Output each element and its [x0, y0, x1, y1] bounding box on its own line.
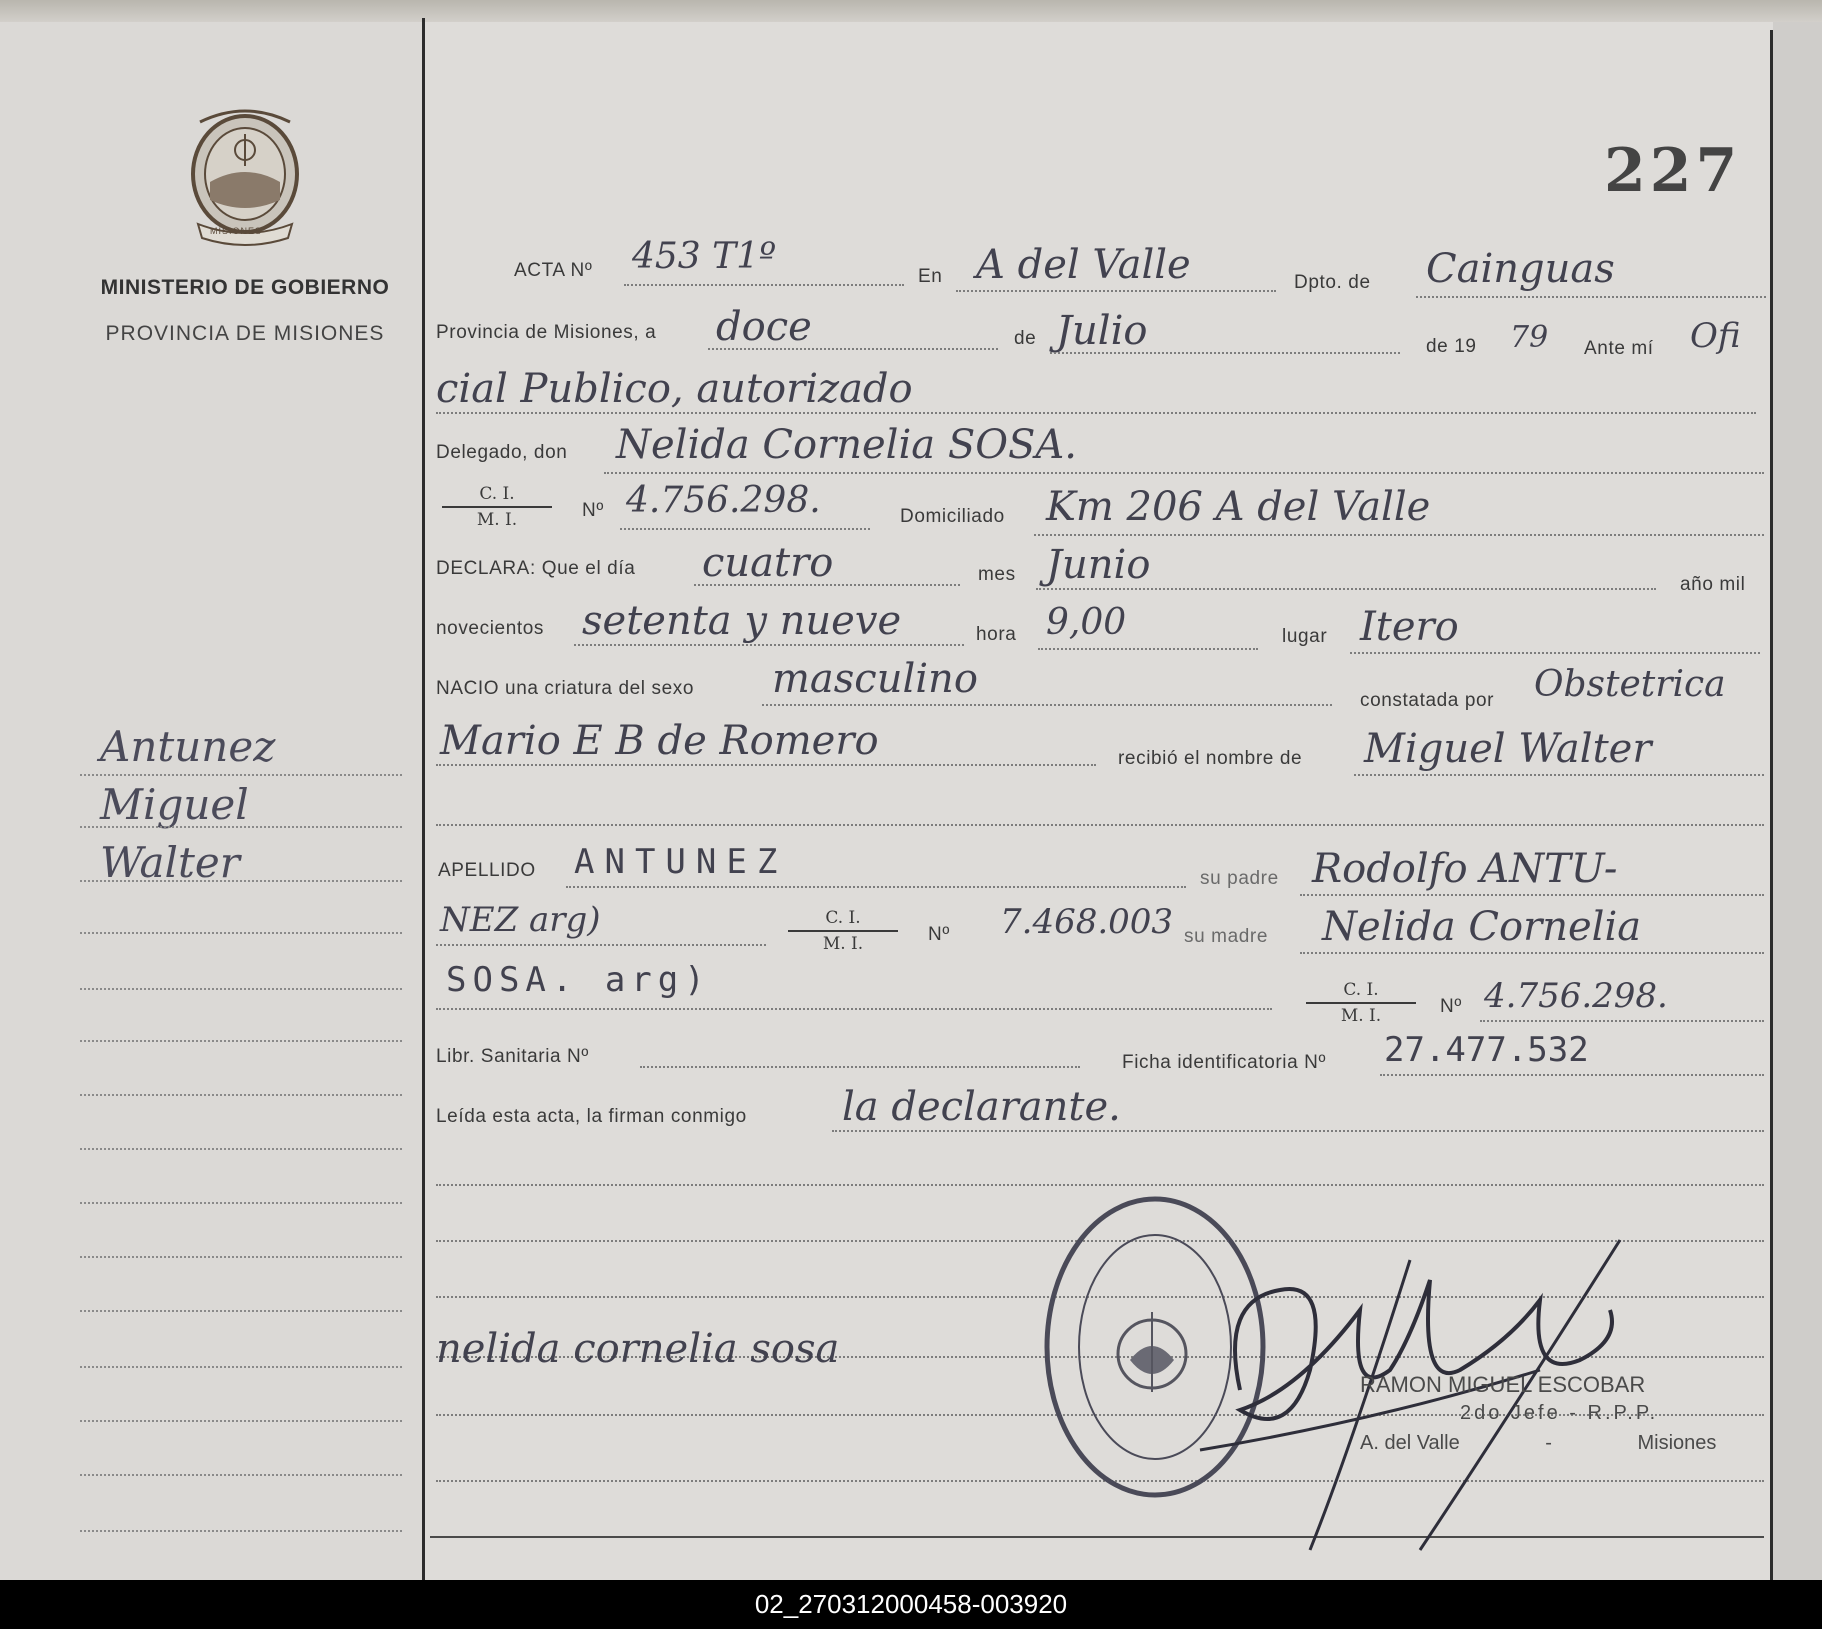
label-delegado: Delegado, don: [436, 442, 568, 463]
sidebar-line: [80, 932, 402, 934]
sidebar-line: [80, 826, 402, 828]
label-su-madre: su madre: [1184, 926, 1269, 947]
official-province: Misiones: [1637, 1432, 1717, 1454]
field-line: [762, 704, 1332, 706]
field-line: [436, 412, 1756, 414]
label-apellido: APELLIDO: [438, 860, 536, 881]
sidebar-line: [80, 988, 402, 990]
label-su-padre: su padre: [1200, 868, 1279, 889]
field-line: [640, 1066, 1080, 1068]
sidebar-line: [80, 1256, 402, 1258]
value-delegate-name: Nelida Cornelia SOSA.: [616, 422, 1078, 468]
label-en: En: [918, 266, 943, 287]
sidebar-line: [80, 1094, 402, 1096]
field-line: [620, 528, 870, 530]
label-dpto: Dpto. de: [1294, 272, 1371, 293]
label-acta: ACTA Nº: [514, 260, 593, 281]
value-mother-name-cont: SOSA. arg): [446, 960, 711, 1000]
label-constatada: constatada por: [1360, 690, 1495, 711]
label-leida: Leída esta acta, la firman conmigo: [436, 1106, 747, 1127]
sidebar-line: [80, 1310, 402, 1312]
label-ante-mi: Ante mí: [1584, 338, 1654, 359]
field-line: [1036, 588, 1656, 590]
value-acta-number: 453 T1º: [632, 236, 776, 277]
field-line: [694, 584, 960, 586]
mother-signature: nelida cornelia sosa: [436, 1326, 840, 1372]
sidebar-line: [80, 1148, 402, 1150]
ci-label: C. I.: [1306, 980, 1416, 1004]
value-locality: A del Valle: [976, 242, 1191, 288]
label-libr-sanitaria: Libr. Sanitaria Nº: [436, 1046, 589, 1067]
label-recibio: recibió el nombre de: [1118, 748, 1303, 769]
value-midwife-name: Mario E B de Romero: [440, 718, 879, 764]
sidebar-line: [80, 1366, 402, 1368]
official-role: 2do Jefe - R.P.P.: [1460, 1402, 1659, 1424]
value-birth-day: cuatro: [702, 540, 834, 586]
value-official-title: cial Publico, autorizado: [436, 366, 913, 412]
emblem-text: MISIONES: [210, 226, 263, 236]
sidebar-line: [80, 1202, 402, 1204]
field-line: [708, 348, 998, 350]
field-line: [956, 290, 1276, 292]
value-place: Itero: [1360, 604, 1459, 650]
value-birth-month: Junio: [1046, 542, 1151, 588]
field-line: [1350, 652, 1760, 654]
margin-rule: [422, 18, 425, 1580]
label-ano-mil: año mil: [1680, 574, 1746, 595]
field-line: [1300, 894, 1764, 896]
field-line: [1354, 774, 1764, 776]
value-mother-ci: 4.756.298.: [1484, 976, 1668, 1016]
value-sex: masculino: [772, 656, 978, 702]
label-number: Nº: [582, 500, 604, 521]
value-delegate-ci: 4.756.298.: [626, 480, 821, 521]
value-day: doce: [716, 304, 812, 350]
value-ficha: 27.477.532: [1384, 1030, 1589, 1070]
value-ante-mi: Ofi: [1690, 316, 1741, 356]
label-novecientos: novecientos: [436, 618, 545, 639]
field-line: [624, 284, 904, 286]
sidebar-line: [80, 1420, 402, 1422]
label-number: Nº: [928, 924, 950, 945]
sidebar-note-surname: Antunez: [100, 722, 276, 771]
field-line: [436, 1184, 1764, 1186]
field-line: [1034, 534, 1764, 536]
label-provincia: Provincia de Misiones, a: [436, 322, 657, 343]
value-father-name-cont: NEZ arg): [440, 900, 601, 940]
caption-bar: [0, 1580, 1822, 1629]
ministry-title: MINISTERIO DE GOBIERNO: [100, 276, 390, 299]
value-signers: la declarante.: [842, 1084, 1121, 1130]
value-given-name: Miguel Walter: [1364, 726, 1652, 772]
label-de: de: [1014, 328, 1037, 349]
ci-mi-fraction: [442, 484, 552, 530]
field-line: [436, 824, 1764, 826]
image-caption: 02_270312000458-003920: [754, 1589, 1068, 1619]
mi-label: M. I.: [822, 934, 864, 954]
ci-label: C. I.: [442, 484, 552, 508]
mi-label: M. I.: [476, 510, 518, 530]
field-line: [436, 1008, 1272, 1010]
field-line: [1038, 648, 1258, 650]
field-line: [1050, 352, 1400, 354]
father-ci-mi-fraction: [788, 908, 898, 954]
value-verified-by: Obstetrica: [1534, 664, 1726, 705]
official-location: [1360, 1432, 1716, 1455]
sidebar-line: [80, 1474, 402, 1476]
field-line: [436, 764, 1096, 766]
sidebar-line: [80, 1040, 402, 1042]
value-address: Km 206 A del Valle: [1046, 484, 1431, 530]
label-nacio: NACIO una criatura del sexo: [436, 678, 695, 699]
value-mother-name: Nelida Cornelia: [1322, 904, 1642, 950]
field-line: [604, 472, 1764, 474]
label-lugar: lugar: [1282, 626, 1328, 647]
field-line: [1480, 1020, 1764, 1022]
label-declara: DECLARA: Que el día: [436, 558, 636, 579]
value-surname: ANTUNEZ: [574, 842, 788, 882]
mi-label: M. I.: [1340, 1006, 1382, 1026]
official-separator: -: [1545, 1432, 1552, 1454]
value-year: 79: [1510, 320, 1549, 355]
value-father-ci: 7.468.003: [1000, 902, 1174, 942]
sidebar-line: [80, 774, 402, 776]
value-department: Cainguas: [1426, 246, 1615, 292]
label-year: de 19: [1426, 336, 1477, 357]
sidebar-note-first-name: Miguel: [100, 780, 249, 829]
field-line: [832, 1130, 1764, 1132]
label-domiciliado: Domiciliado: [900, 506, 1005, 527]
sidebar-line: [80, 1530, 402, 1532]
value-month: Julio: [1056, 308, 1148, 354]
official-place: A. del Valle: [1360, 1432, 1460, 1454]
field-line: [566, 886, 1186, 888]
field-line: [1416, 296, 1766, 298]
sidebar-note-second-name: Walter: [100, 838, 240, 887]
value-hour: 9,00: [1046, 602, 1127, 643]
field-line: [574, 644, 964, 646]
label-hora: hora: [976, 624, 1017, 645]
value-father-name: Rodolfo ANTU-: [1312, 846, 1618, 892]
ci-label: C. I.: [788, 908, 898, 932]
field-line: [436, 944, 766, 946]
field-line: [1380, 1074, 1764, 1076]
right-margin: [1773, 22, 1822, 1580]
field-line: [1300, 952, 1764, 954]
value-birth-year: setenta y nueve: [582, 598, 902, 644]
label-number: Nº: [1440, 996, 1462, 1017]
mother-ci-mi-fraction: [1306, 980, 1416, 1026]
top-edge: [0, 0, 1822, 22]
label-ficha: Ficha identificatoria Nº: [1122, 1052, 1327, 1073]
sidebar-line: [80, 880, 402, 882]
label-mes: mes: [978, 564, 1016, 585]
province-title: PROVINCIA DE MISIONES: [105, 322, 385, 345]
form-number: 227: [1604, 136, 1742, 206]
official-name: RAMON MIGUEL ESCOBAR: [1360, 1372, 1646, 1397]
